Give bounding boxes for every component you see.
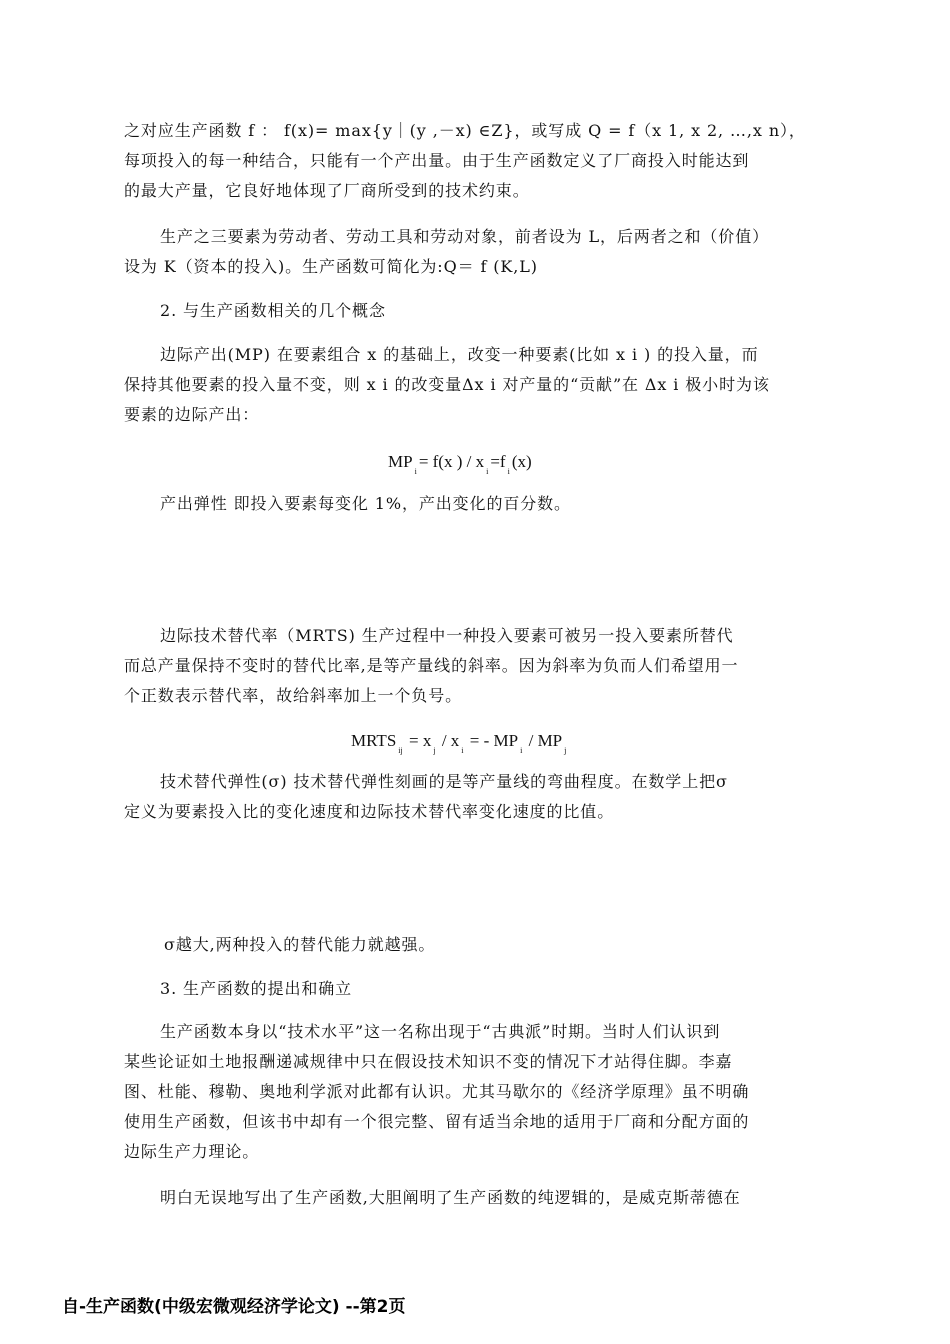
paragraph-line: 使用生产函数，但该书中却有一个很完整、留有适当余地的适用于厂商和分配方面的 [124, 1112, 750, 1131]
formula-mrts [351, 731, 568, 761]
paragraph-line: 定义为要素投入比的变化速度和边际技术替代率变化速度的比值。 [124, 802, 615, 821]
formula-part: = x [404, 731, 432, 750]
formula-part: =f [490, 452, 506, 471]
formula-subscript: j [433, 746, 436, 755]
paragraph-line: 图、杜能、穆勒、奥地利学派对此都有认识。尤其马歇尔的《经济学原理》虽不明确 [124, 1082, 750, 1101]
formula-part: MP [388, 452, 413, 471]
paragraph-line: 边际生产力理论。 [124, 1142, 260, 1161]
formula-part: = - MP [465, 731, 519, 750]
formula-marginal-product [388, 452, 532, 482]
formula-part: = f(x ) / x [418, 452, 485, 471]
paragraph-line: 之对应生产函数 f ： f(x)= max{y｜(y ,－x) ∈Z}，或写成 Q = f（x 1, x 2, …,x n）， [124, 121, 806, 140]
formula-subscript: i [486, 467, 489, 476]
formula-subscript: i [414, 467, 417, 476]
formula-subscript: i [507, 467, 510, 476]
paragraph-line: 设为 K（资本的投入)。生产函数可简化为:Q＝ f (K,L) [124, 257, 538, 276]
section-heading: 2. 与生产函数相关的几个概念 [160, 301, 386, 320]
paragraph-line: 边际技术替代率（MRTS) 生产过程中一种投入要素可被另一投入要素所替代 [160, 626, 734, 645]
formula-subscript: j [564, 746, 567, 755]
formula-subscript: i [461, 746, 464, 755]
formula-part: (x) [511, 452, 532, 471]
paragraph-line: 而总产量保持不变时的替代比率,是等产量线的斜率。因为斜率为负而人们希望用一 [124, 656, 739, 675]
formula-part: / x [437, 731, 460, 750]
paragraph-line: 技术替代弹性(σ) 技术替代弹性刻画的是等产量线的弯曲程度。在数学上把σ [160, 772, 728, 791]
paragraph-line: 要素的边际产出： [124, 405, 260, 424]
paragraph-line: 生产函数本身以“技术水平”这一名称出现于“古典派”时期。当时人们认识到 [160, 1022, 721, 1041]
paragraph-line: 明白无误地写出了生产函数,大胆阐明了生产函数的纯逻辑的，是威克斯蒂德在 [160, 1188, 741, 1207]
formula-subscript: i [520, 746, 523, 755]
paragraph-line: 保持其他要素的投入量不变，则 x i 的改变量Δx i 对产量的“贡献”在 Δx i 极小时为该 [124, 375, 770, 394]
paragraph-line: 产出弹性 即投入要素每变化 1%，产出变化的百分数。 [160, 494, 571, 513]
paragraph-line: 生产之三要素为劳动者、劳动工具和劳动对象，前者设为 L，后两者之和（价值） [160, 227, 770, 246]
formula-part: MRTS [351, 731, 397, 750]
section-heading: 3. 生产函数的提出和确立 [160, 979, 353, 998]
formula-part: / MP [524, 731, 563, 750]
paragraph-line: 每项投入的每一种结合，只能有一个产出量。由于生产函数定义了厂商投入时能达到 [124, 151, 750, 170]
page-footer: 自-生产函数(中级宏微观经济学论文) --第2页 [62, 1297, 406, 1317]
paragraph-line: 某些论证如土地报酬递减规律中只在假设技术知识不变的情况下才站得住脚。李嘉 [124, 1052, 733, 1071]
paragraph-line: 边际产出(MP) 在要素组合 x 的基础上，改变一种要素(比如 x i ) 的投入量，而 [160, 345, 759, 364]
paragraph-line: 的最大产量，它良好地体现了厂商所受到的技术约束。 [124, 181, 530, 200]
paragraph-line: σ越大,两种投入的替代能力就越强。 [164, 935, 436, 954]
paragraph-line: 个正数表示替代率，故给斜率加上一个负号。 [124, 686, 463, 705]
formula-subscript: ij [398, 746, 403, 755]
